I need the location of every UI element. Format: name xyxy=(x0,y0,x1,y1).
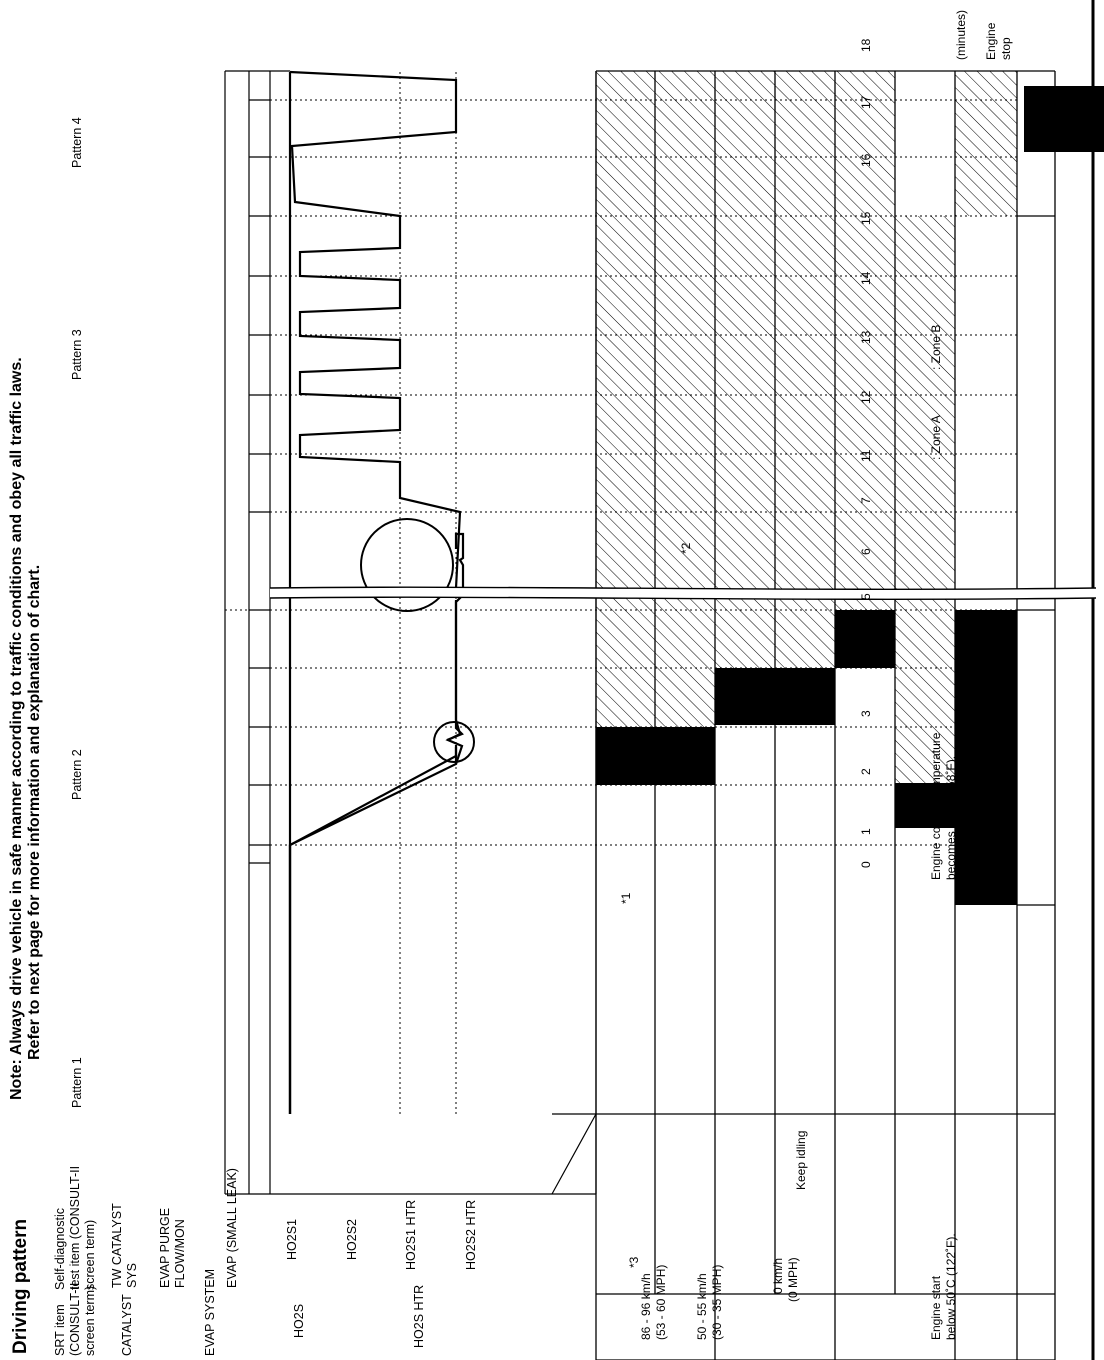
tick-16: 16 xyxy=(859,153,873,167)
srt-header-line-1: SRT item xyxy=(53,1304,67,1356)
srt-ho2s-htr: HO2S HTR xyxy=(412,1284,426,1348)
zone-b-block xyxy=(775,71,835,668)
tick-3: 3 xyxy=(859,710,873,717)
speed-curve xyxy=(290,534,463,1114)
break-marks xyxy=(270,587,1096,599)
row-ho2s2-htr: HO2S2 HTR xyxy=(464,1199,478,1270)
row-ho2s2: HO2S2 xyxy=(345,1219,359,1260)
pattern-2-label: Pattern 2 xyxy=(70,749,84,800)
zone-a-block xyxy=(655,727,715,785)
speed-mid-line-2: (30 - 35 MPH) xyxy=(710,1264,724,1340)
zone-a-block xyxy=(835,610,895,668)
srt-header-line-2: (CONSULT-II xyxy=(68,1282,82,1356)
row-evap-purge-line-2: FLOW/MON xyxy=(173,1219,187,1288)
speed-mid-line-1: 50 - 55 km/h xyxy=(695,1273,709,1340)
row-ho2s1: HO2S1 xyxy=(285,1219,299,1260)
note-line-2: Refer to next page for more information and explanation of chart. xyxy=(26,564,43,1060)
zone-b-block xyxy=(596,71,655,727)
tick-13: 13 xyxy=(859,330,873,344)
test-header-line-3: screen term) xyxy=(83,1219,97,1290)
zone-b-block xyxy=(955,71,1017,216)
time-axis xyxy=(225,71,290,1194)
tick-11: 11 xyxy=(859,449,873,462)
speed-high-line-1: 86 - 96 km/h xyxy=(639,1273,653,1340)
pattern-4-label: Pattern 4 xyxy=(70,117,84,168)
row-tw-catalyst-line-2: SYS xyxy=(125,1262,139,1288)
row-evap-purge-line-1: EVAP PURGE xyxy=(158,1207,172,1288)
coolant-line-1: Engine coolant temperature xyxy=(929,732,943,880)
tick-1: 1 xyxy=(859,828,873,835)
tick-17: 17 xyxy=(859,95,873,109)
engine-stop-line-1: Engine xyxy=(984,22,998,60)
speed-high-note: *3 xyxy=(627,1256,641,1268)
tick-2: 2 xyxy=(859,768,873,775)
page-title: Driving pattern xyxy=(10,1218,31,1354)
tick-5: 5 xyxy=(859,593,873,600)
tick-0: 0 xyxy=(859,861,873,868)
srt-catalyst: CATALYST xyxy=(120,1294,134,1356)
legend-zone-b: : Zone B xyxy=(929,324,943,370)
pattern-3-label: Pattern 3 xyxy=(70,329,84,380)
tick-6: 6 xyxy=(859,548,873,555)
engine-start-line-2: below 50˚C (122˚F). xyxy=(944,1233,958,1340)
zone-a-block xyxy=(955,610,1017,905)
pattern-1-label: Pattern 1 xyxy=(70,1057,84,1108)
zone-b-block xyxy=(715,71,775,668)
row-ho2s1-htr: HO2S1 HTR xyxy=(404,1199,418,1270)
time-unit: (minutes) xyxy=(954,9,968,60)
zone-b-block xyxy=(895,216,955,783)
tick-7: 7 xyxy=(859,497,873,504)
speed-high-line-2: (53 - 60 MPH) xyxy=(654,1264,668,1340)
note-line-1: Note: Always drive vehicle in safe manner according to traffic conditions and obey all traffic laws. xyxy=(8,357,25,1100)
legend-zone-a: : Zone A xyxy=(929,415,943,460)
engine-start-line-1: Engine start xyxy=(929,1275,943,1340)
marker-2-label: *2 xyxy=(679,542,693,554)
row-evap-small-leak: EVAP (SMALL LEAK) xyxy=(225,1168,239,1288)
tick-4: 4 xyxy=(859,651,873,658)
zone-a-block xyxy=(775,668,835,725)
srt-header-line-3: screen term) xyxy=(83,1285,97,1356)
row-tw-catalyst-line-1: TW CATALYST xyxy=(110,1203,124,1288)
srt-evap-system: EVAP SYSTEM xyxy=(203,1268,217,1356)
srt-ho2s: HO2S xyxy=(292,1303,306,1338)
keep-idling-label: Keep idling xyxy=(794,1130,808,1190)
coolant-line-2: becomes 70˚C (158˚F). xyxy=(944,755,958,880)
tick-12: 12 xyxy=(859,390,873,404)
chart-frame xyxy=(290,71,596,1194)
speed-zero-line-1: 0 km/h xyxy=(771,1257,785,1294)
speed-zero-line-2: (0 MPH) xyxy=(786,1257,800,1302)
tick-18: 18 xyxy=(859,38,873,52)
test-header-line-1: Self-diagnostic xyxy=(53,1208,67,1290)
pattern-separators xyxy=(1017,216,1055,905)
section-tab xyxy=(1024,86,1104,152)
zone-b-block xyxy=(655,71,715,727)
zone-a-block xyxy=(596,727,655,785)
marker-1-label: *1 xyxy=(619,892,633,904)
zone-a-block xyxy=(715,668,775,725)
tick-15: 15 xyxy=(859,211,873,225)
engine-stop-line-2: stop xyxy=(999,37,1013,60)
tick-14: 14 xyxy=(859,271,873,285)
test-header-line-2: test item (CONSULT-II xyxy=(68,1165,82,1290)
